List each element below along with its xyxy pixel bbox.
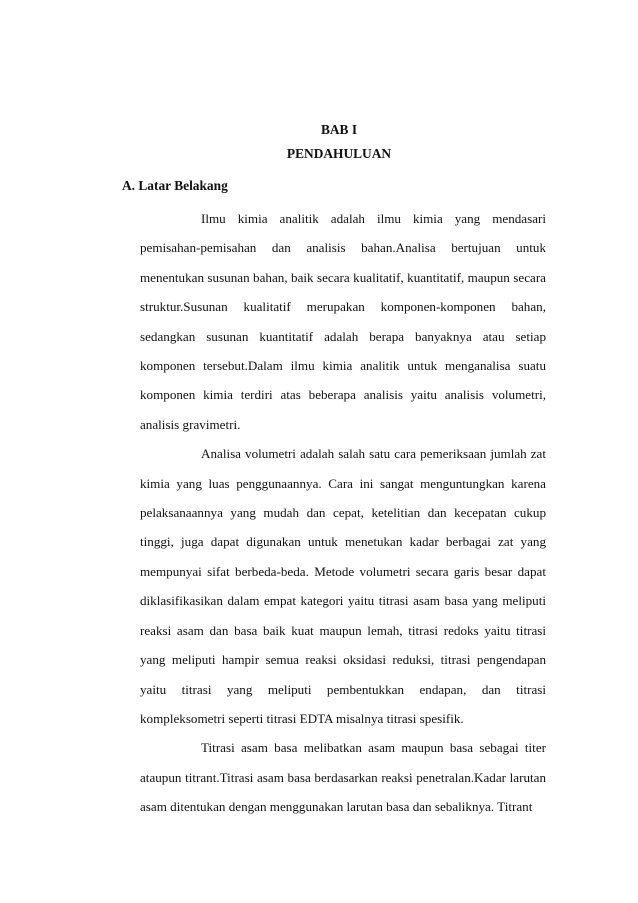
chapter-title: PENDAHULUAN: [286, 146, 392, 161]
paragraph-analisa-volumetri: Analisa volumetri adalah salah satu cara pemeriksaan jumlah zat kimia yang luas penggunaannya. Cara ini sangat menguntungkan karena pelaksanaannya yang mudah dan cepat, ketelitian dan kecepatan cukup tinggi, juga dapat digunakan untuk menetukan kadar berbagai zat yang mempunyai sifat berbeda-beda. Metode volumetri secara garis besar dapat diklasifikasikan dalam empat kategori yaitu titrasi asam basa yang meliputi reaksi asam dan basa baik kuat maupun lemah, titrasi redoks yaitu titrasi yang meliputi hampir semua reaksi oksidasi reduksi, titrasi pengendapan yaitu titrasi yang meliputi pembentukkan endapan, dan titrasi kompleksometri seperti titrasi EDTA misalnya titrasi spesifik.: [140, 446, 546, 726]
paragraph-titrasi-asam-basa: Titrasi asam basa melibatkan asam maupun basa sebagai titer ataupun titrant.Titrasi asam basa berdasarkan reaksi penetralan.Kadar larutan asam ditentukan dengan menggunakan larutan basa dan sebaliknya. Titrant: [140, 740, 546, 815]
chapter-number: BAB I: [320, 122, 358, 137]
paragraph-ilmu-kimia-analitik: Ilmu kimia analitik adalah ilmu kimia yang mendasari pemisahan-pemisahan dan analisis bahan.Analisa bertujuan untuk menentukan susunan bahan, baik secara kualitatif, kuantitatif, maupun secara struktur.Susunan kualitatif merupakan komponen-komponen bahan, sedangkan susunan kuantitatif adalah berapa banyaknya atau setiap komponen tersebut.Dalam ilmu kimia analitik untuk menganalisa suatu komponen kimia terdiri atas beberapa analisis yaitu analisis volumetri, analisis gravimetri.: [140, 211, 546, 432]
body-text: [140, 204, 546, 822]
section-heading: A. Latar Belakang: [122, 178, 228, 193]
